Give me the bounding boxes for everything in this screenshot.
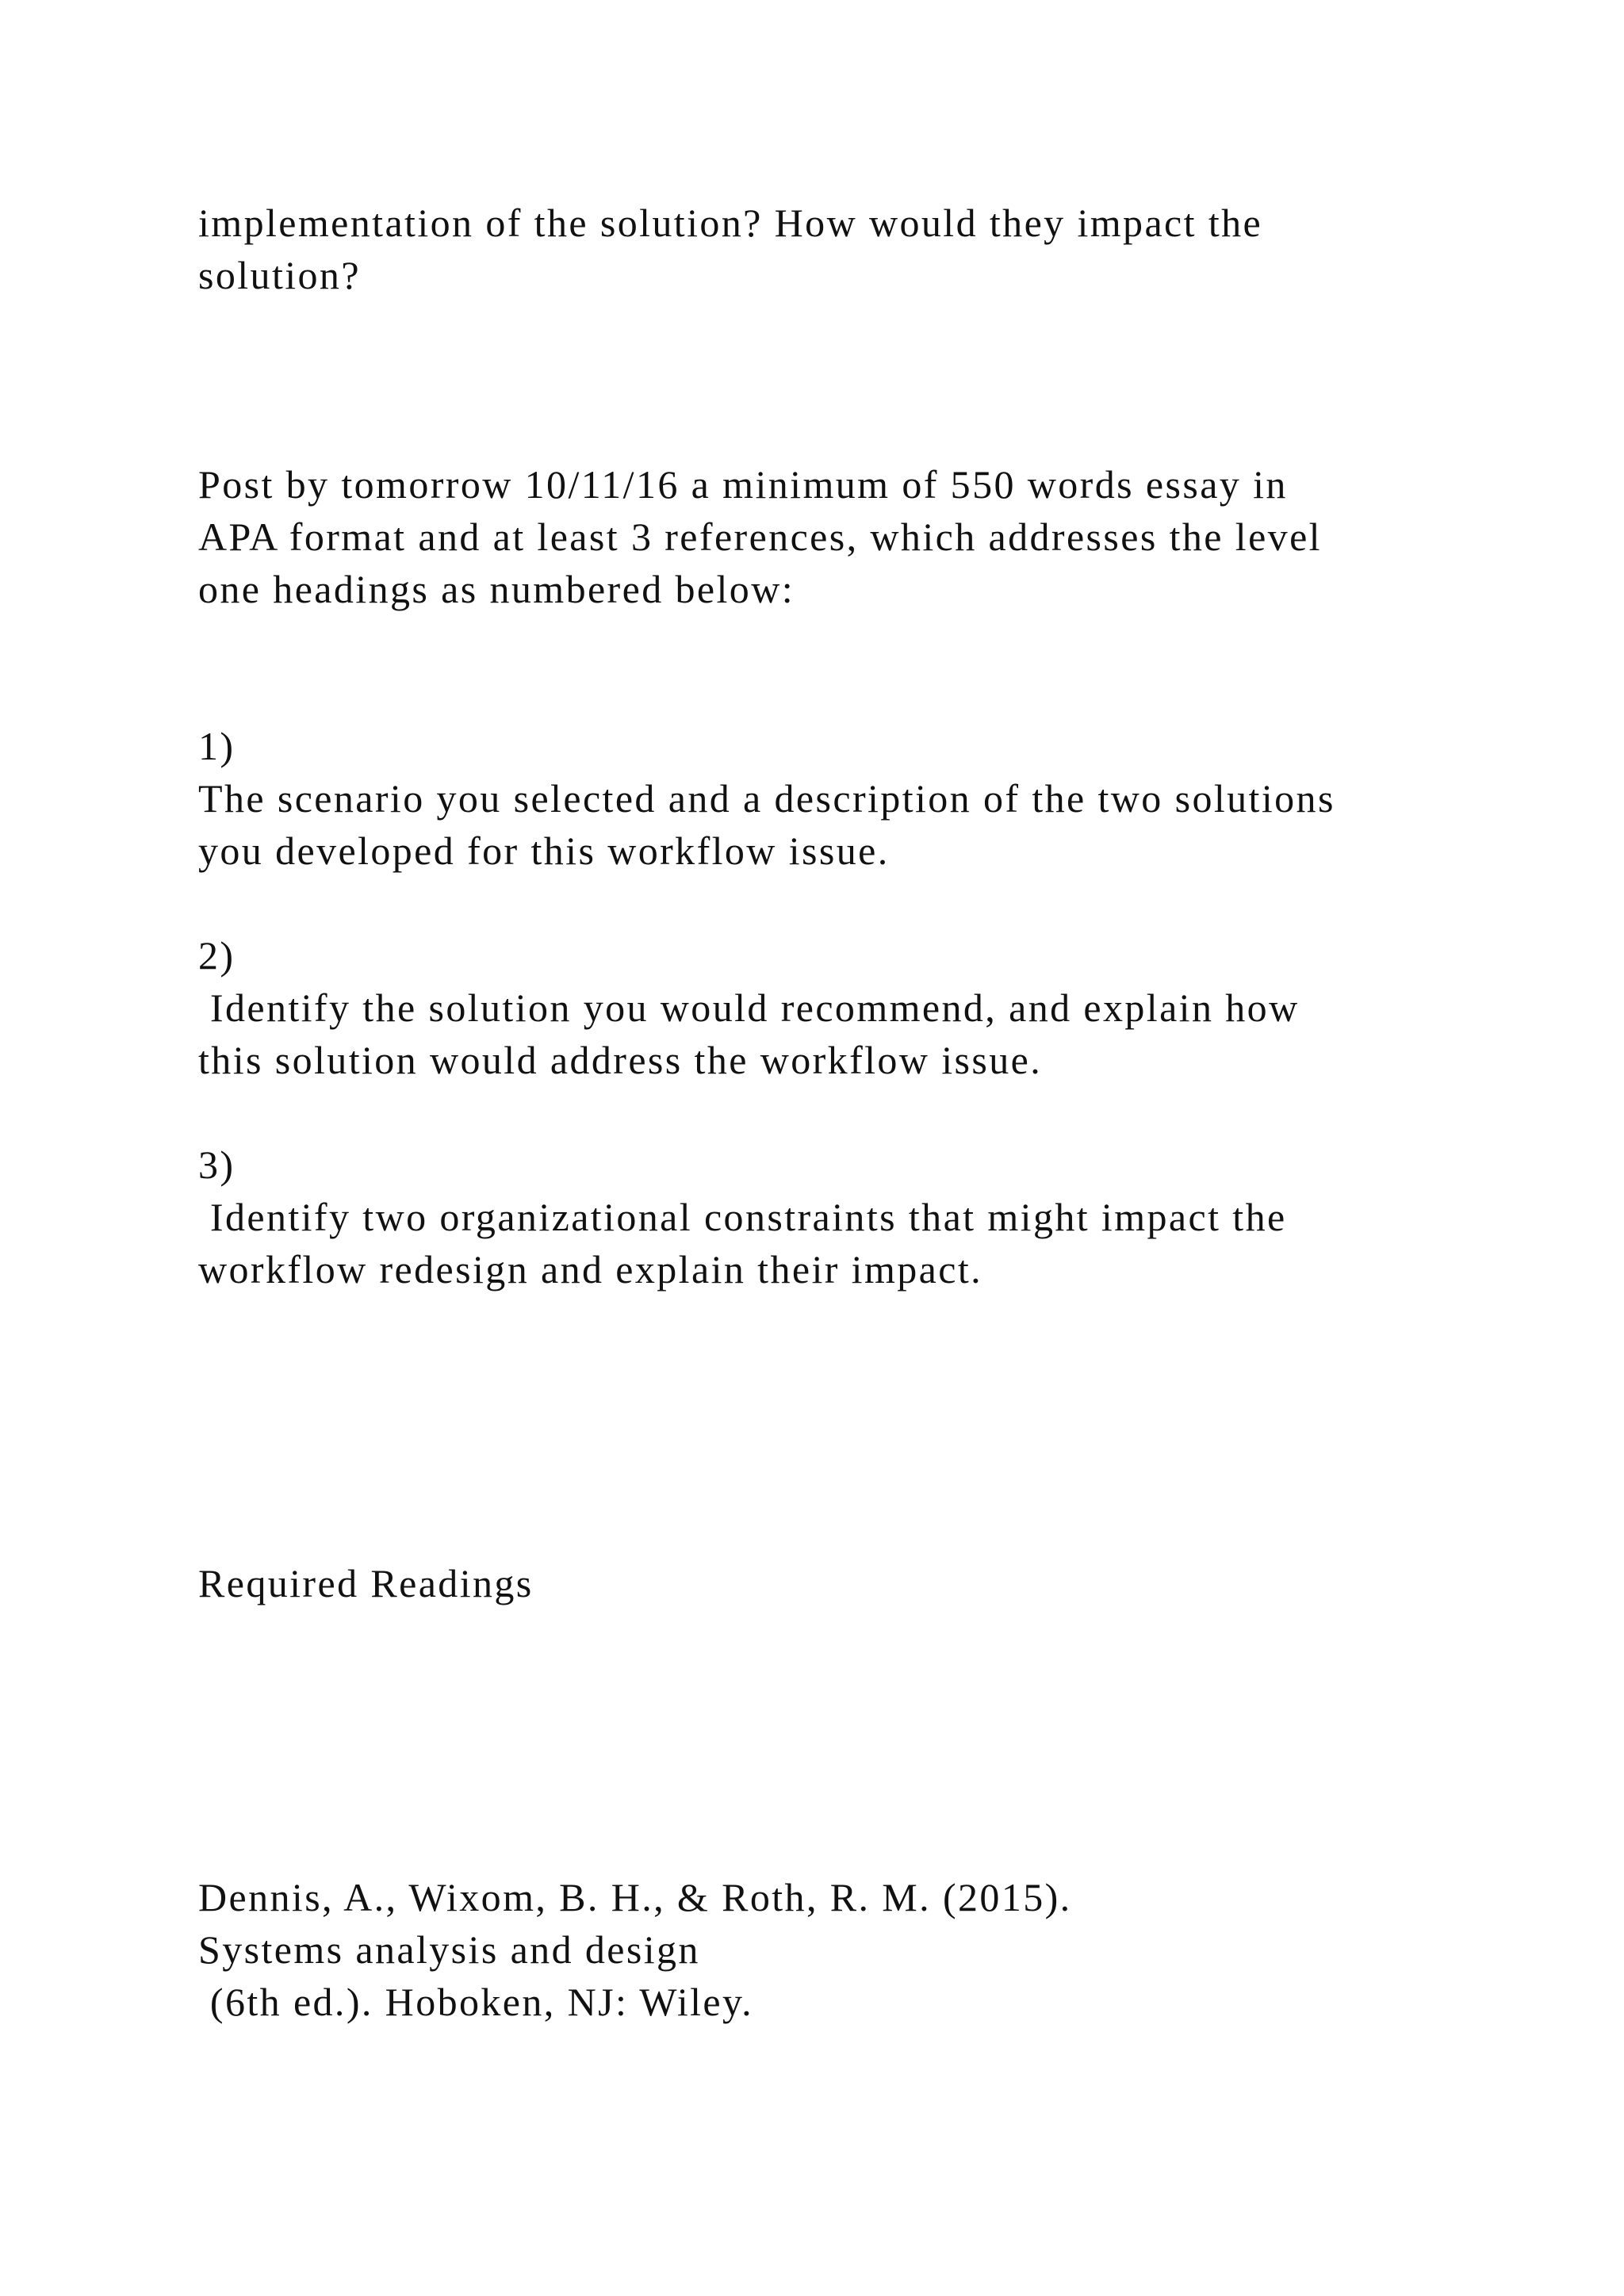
intro-line: solution?: [198, 253, 361, 297]
item-line: Identify two organizational constraints that might impact the: [198, 1195, 1287, 1239]
item-line: workflow redesign and explain their impact.: [198, 1247, 983, 1292]
intro-line: implementation of the solution? How would they impact the: [198, 201, 1263, 245]
assignment-line: one headings as numbered below:: [198, 567, 795, 611]
item-line: this solution would address the workflow issue.: [198, 1038, 1043, 1082]
item-line: The scenario you selected and a description of the two solutions: [198, 776, 1335, 821]
item-number: 1): [198, 724, 236, 768]
assignment-line: Post by tomorrow 10/11/16 a minimum of 550 words essay in: [198, 462, 1288, 507]
reference-line: Dennis, A., Wixom, B. H., & Roth, R. M. (2015).: [198, 1875, 1072, 1919]
readings-heading: Required Readings: [198, 1561, 534, 1605]
reference-line: Systems analysis and design: [198, 1927, 700, 1972]
reference-line: (6th ed.). Hoboken, NJ: Wiley.: [198, 1980, 754, 2024]
assignment-line: APA format and at least 3 references, which addresses the level: [198, 515, 1322, 559]
item-number: 2): [198, 933, 236, 978]
item-number: 3): [198, 1142, 236, 1187]
item-line: you developed for this workflow issue.: [198, 828, 890, 873]
item-line: Identify the solution you would recommend, and explain how: [198, 985, 1300, 1030]
